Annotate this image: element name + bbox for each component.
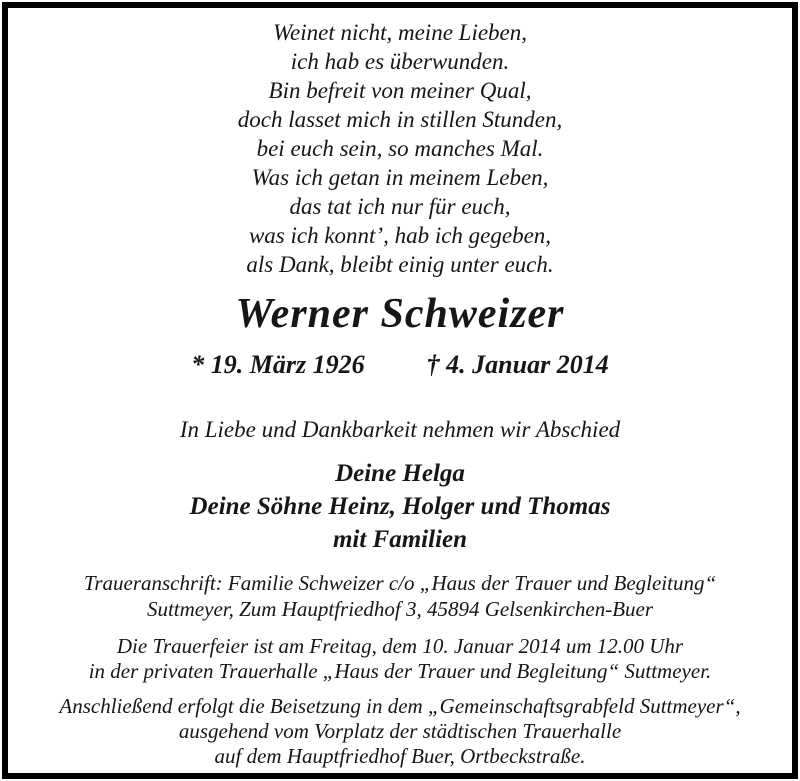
mourner-line: Deine Söhne Heinz, Holger und Thomas [189,493,611,520]
mourning-address [8,570,792,622]
obituary-notice [2,2,798,779]
burial-info [8,694,792,769]
memorial-poem [8,8,792,279]
deceased-name: Werner Schweizer [235,291,565,337]
burial-line: auf dem Hauptfriedhof Buer, Ortbeckstraße. [214,744,586,768]
poem-line: doch lasset mich in stillen Stunden, [237,107,563,132]
poem-line: das tat ich nur für euch, [289,194,511,219]
poem-line: bei euch sein, so manches Mal. [256,136,544,161]
service-line: in der privaten Trauerhalle „Haus der Trauer und Begleitung“ Suttmeyer. [88,659,712,683]
poem-line: als Dank, bleibt einig unter euch. [246,252,554,277]
address-line: Traueranschrift: Familie Schweizer c/o „Haus der Trauer und Begleitung“ [83,571,717,595]
mourner-line: mit Familien [332,526,468,553]
address-line: Suttmeyer, Zum Hauptfriedhof 3, 45894 Gelsenkirchen-Buer [146,597,654,621]
birth-date: * 19. März 1926 [191,350,365,379]
farewell-line: In Liebe und Dankbarkeit nehmen wir Abschied [179,417,621,442]
life-dates [8,349,792,381]
poem-line: Bin befreit von meiner Qual, [268,78,532,103]
funeral-service-info [8,634,792,684]
poem-line: Was ich getan in meinem Leben, [251,165,549,190]
burial-line: Anschließend erfolgt die Beisetzung in dem „Gemeinschaftsgrabfeld Suttmeyer“, [59,694,741,718]
service-line: Die Trauerfeier ist am Freitag, dem 10. Januar 2014 um 12.00 Uhr [116,634,684,658]
poem-line: was ich konnt’, hab ich gegeben, [248,223,552,248]
poem-line: ich hab es überwunden. [290,49,510,74]
poem-line: Weinet nicht, meine Lieben, [273,20,527,45]
burial-line: ausgehend vom Vorplatz der städtischen Trauerhalle [178,719,622,743]
mourner-line: Deine Helga [335,460,465,487]
mourners [8,457,792,556]
death-date: † 4. Januar 2014 [426,350,609,379]
